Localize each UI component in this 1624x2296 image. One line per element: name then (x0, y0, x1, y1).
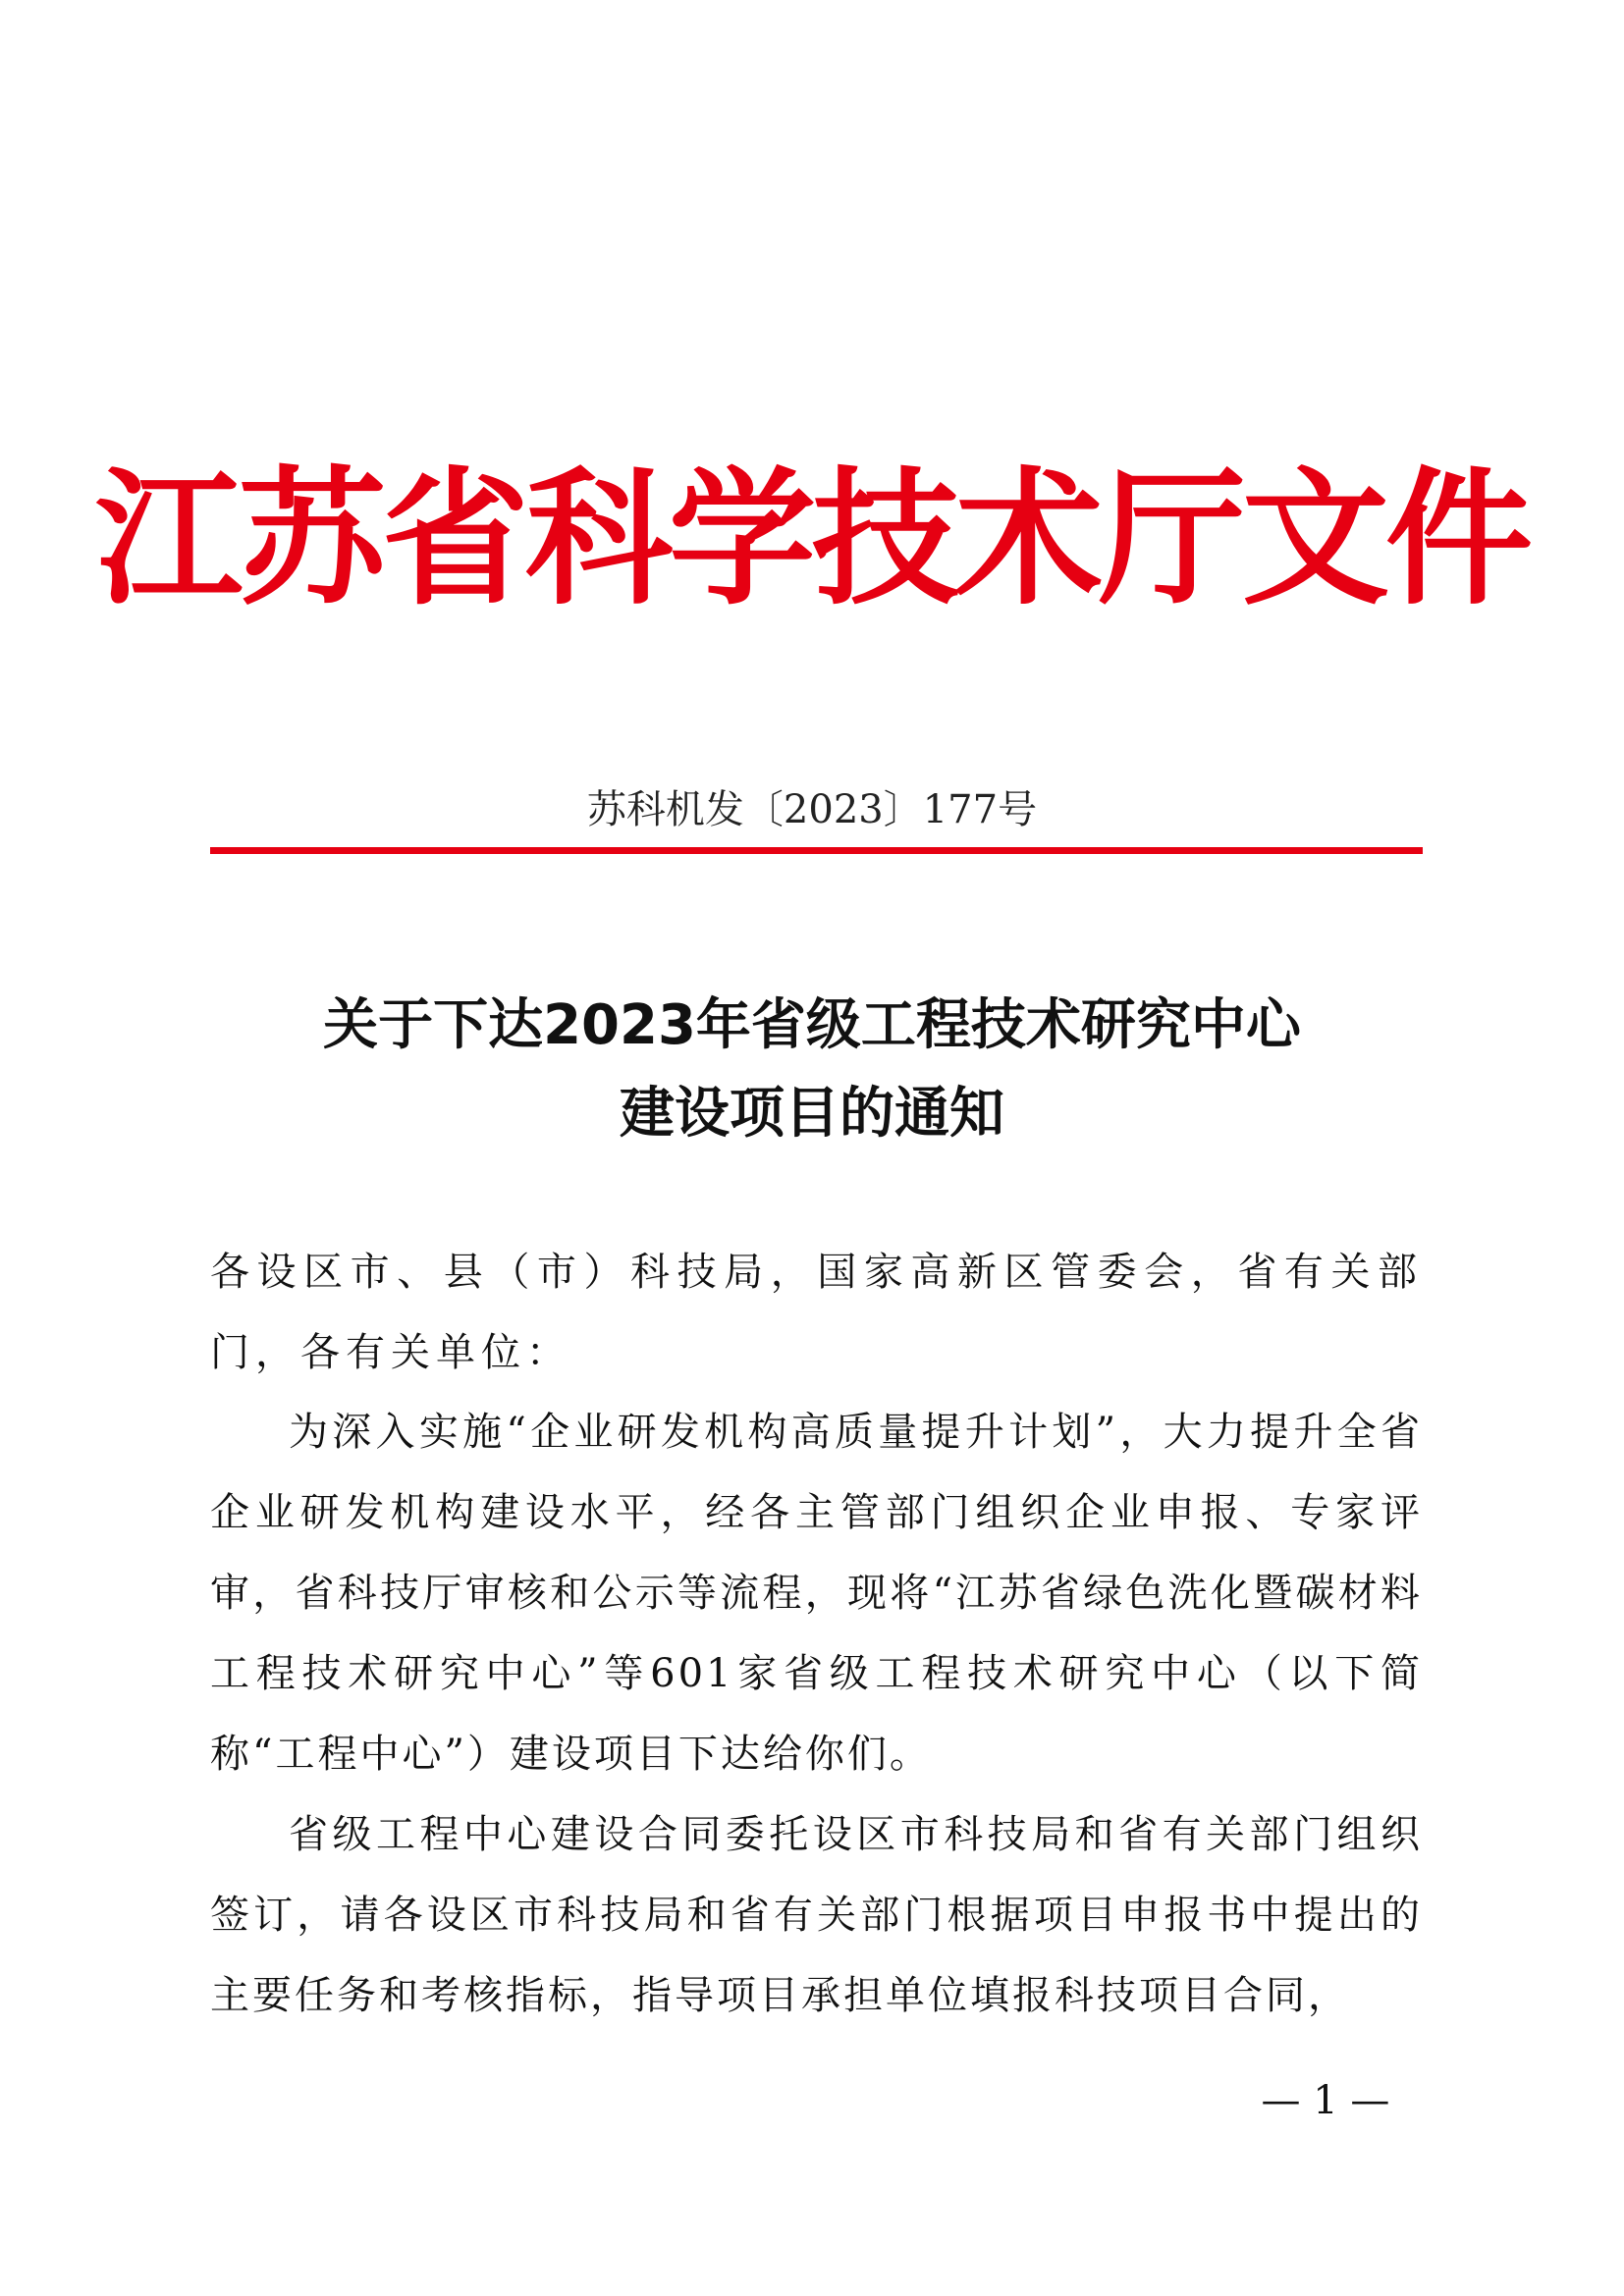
notice-title (0, 982, 1624, 1158)
body-paragraph-1: 为深入实施“企业研发机构高质量提升计划”，大力提升全省企业研发机构建设水平，经各主管部门组织企业申报、专家评审，省科技厅审核和公示等流程，现将“江苏省绿色洗化暨碳材料工程技术研究中心”等601家省级工程技术研究中心（以下简称“工程中心”）建设项目下达给你们。 (210, 1410, 1423, 1777)
page-number: — 1 — (1261, 2078, 1390, 2123)
masthead-title: 江苏省科学技术厅文件 (94, 454, 1529, 625)
notice-title-line-2: 建设项目的通知 (620, 1082, 1004, 1146)
document-number: 苏科机发〔2023〕177号 (586, 787, 1038, 832)
red-divider-rule (210, 847, 1423, 854)
notice-title-line-1: 关于下达2023年省级工程技术研究中心 (323, 993, 1301, 1057)
salutation: 各设区市、县（市）科技局，国家高新区管委会，省有关部门，各有关单位： (210, 1250, 1423, 1375)
body-paragraph-2: 省级工程中心建设合同委托设区市科技局和省有关部门组织签订，请各设区市科技局和省有关部门根据项目申报书中提出的主要任务和考核指标，指导项目承担单位填报科技项目合同， (210, 1812, 1423, 2018)
